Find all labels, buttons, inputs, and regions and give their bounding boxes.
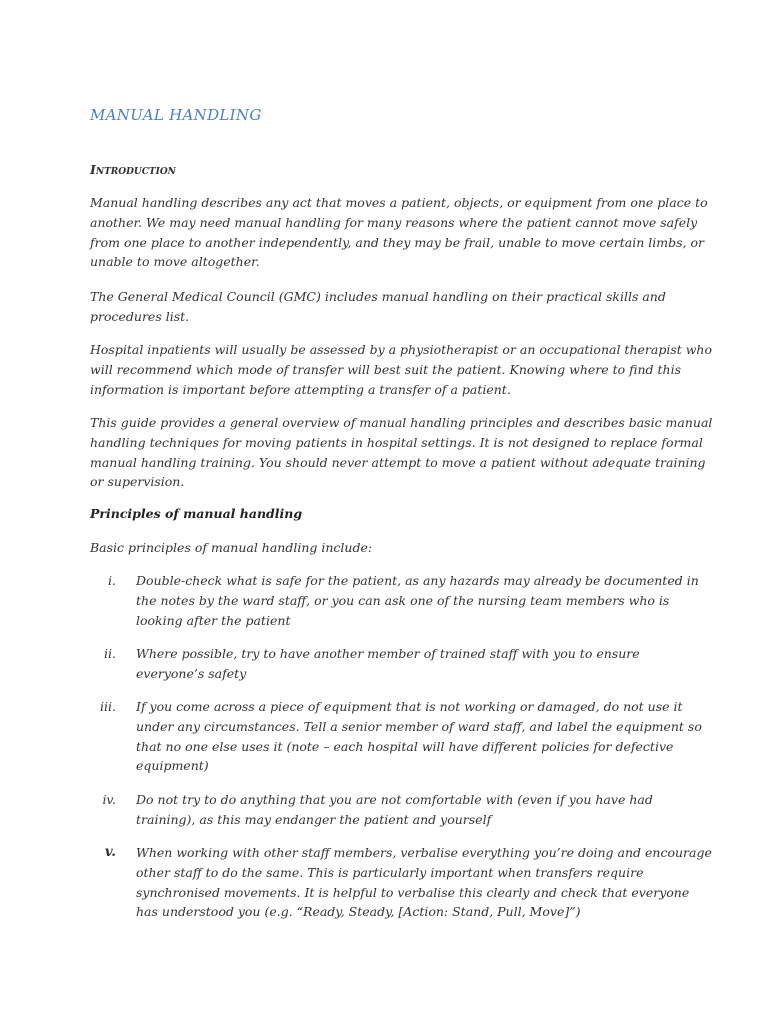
list-item-line: under any circumstances. Tell a senior member of ward staff, and label the equipment so xyxy=(136,718,702,734)
section-heading-introduction: Introduction xyxy=(90,162,176,177)
list-item-text xyxy=(136,571,699,630)
paragraph-line: from one place to another independently, and they may be frail, unable to move certain limbs, or xyxy=(90,234,704,250)
list-item-line: training), as this may endanger the patient and yourself xyxy=(136,811,492,827)
paragraph-line: another. We may need manual handling for many reasons where the patient cannot move safely xyxy=(90,214,698,230)
paragraph-intro-1 xyxy=(90,193,708,272)
list-numeral: iii. xyxy=(100,699,116,714)
paragraph-line: information is important before attempting a transfer of a patient. xyxy=(90,381,511,397)
paragraph-line: procedures list. xyxy=(90,308,190,324)
paragraph-line: The General Medical Council (GMC) includes manual handling on their practical skills and xyxy=(90,289,666,304)
paragraph-line: will recommend which mode of transfer will best suit the patient. Knowing where to find this xyxy=(90,361,682,377)
paragraph-line: Manual handling describes any act that moves a patient, objects, or equipment from one place to xyxy=(90,195,708,210)
paragraph-intro-4 xyxy=(90,413,713,492)
list-item-line: If you come across a piece of equipment that is not working or damaged, do not use it xyxy=(136,699,683,714)
list-item-line: looking after the patient xyxy=(136,612,291,628)
list-item-line: other staff to do the same. This is particularly important when transfers require xyxy=(136,864,644,880)
list-item-line: Do not try to do anything that you are not comfortable with (even if you have had xyxy=(136,792,653,807)
paragraph-intro-3 xyxy=(90,340,713,399)
paragraph-line: or supervision. xyxy=(90,474,185,490)
list-item-line: the notes by the ward staff, or you can ask one of the nursing team members who is xyxy=(136,592,670,608)
list-item-text xyxy=(136,697,702,776)
list-numeral: v. xyxy=(104,844,116,860)
document-title: MANUAL HANDLING xyxy=(90,106,262,124)
list-item-text xyxy=(136,843,712,922)
paragraph-line: This guide provides a general overview of manual handling principles and describes basic manual xyxy=(90,415,713,430)
list-numeral: ii. xyxy=(104,646,116,661)
list-numeral: i. xyxy=(108,573,116,588)
paragraph-line: unable to move altogether. xyxy=(90,254,260,270)
list-item-line: everyone’s safety xyxy=(136,665,247,681)
list-item-line: When working with other staff members, verbalise everything you’re doing and encourage xyxy=(136,845,712,860)
paragraph-line: handling techniques for moving patients in hospital settings. It is not designed to replace formal xyxy=(90,434,703,450)
list-item-text xyxy=(136,790,696,830)
principles-intro: Basic principles of manual handling include: xyxy=(90,540,373,555)
list-item-line: equipment) xyxy=(136,758,209,774)
section-heading-principles: Principles of manual handling xyxy=(90,506,303,521)
list-item-line: has understood you (e.g. “Ready, Steady, [Action: Stand, Pull, Move]”) xyxy=(136,904,581,920)
list-numeral: iv. xyxy=(102,792,116,807)
list-item-line: Double-check what is safe for the patient, as any hazards may already be documented in xyxy=(136,573,699,588)
list-item-line: that no one else uses it (note – each hospital will have different policies for defective xyxy=(136,738,674,754)
list-item-line: synchronised movements. It is helpful to verbalise this clearly and check that everyone xyxy=(136,884,690,900)
paragraph-line: Hospital inpatients will usually be assessed by a physiotherapist or an occupational therapist who xyxy=(90,342,713,357)
list-item-text xyxy=(136,644,696,684)
paragraph-intro-2 xyxy=(90,287,690,327)
paragraph-line: manual handling training. You should never attempt to move a patient without adequate training xyxy=(90,454,706,470)
list-item-line: Where possible, try to have another member of trained staff with you to ensure xyxy=(136,646,640,661)
